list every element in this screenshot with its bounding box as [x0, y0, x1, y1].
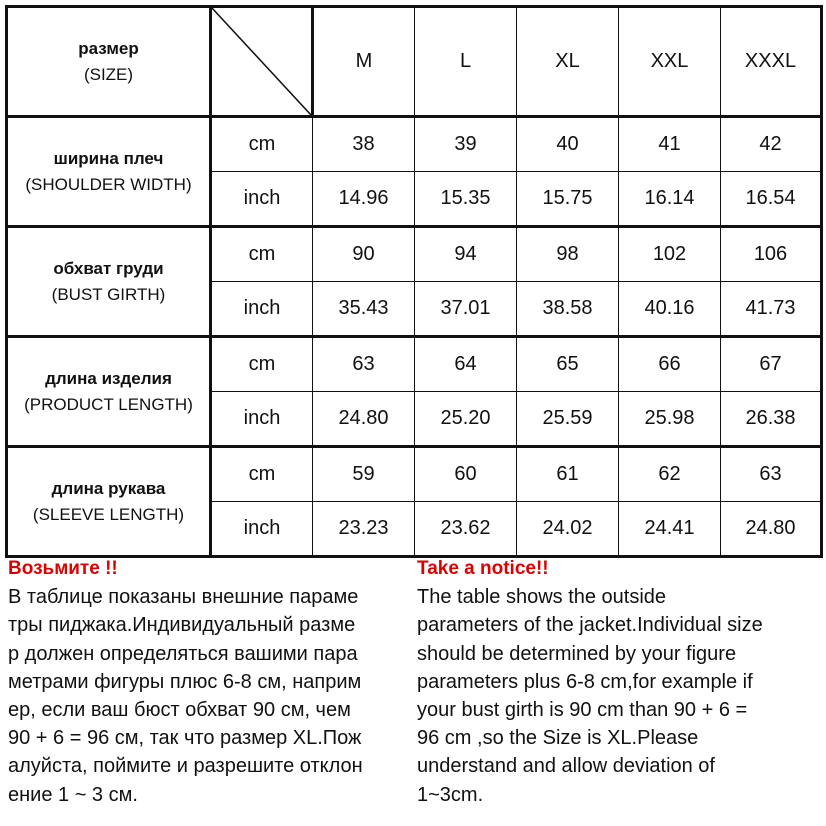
param-label-en: (SHOULDER WIDTH): [25, 174, 192, 194]
value-cell: 16.14: [619, 172, 721, 227]
table-row: [7, 117, 822, 172]
notice-line: understand and allow deviation of: [417, 755, 715, 778]
notice-line: parameters of the jacket.Individual size: [417, 614, 763, 637]
value-cell: 41.73: [721, 282, 822, 337]
notice-line: parameters plus 6-8 cm,for example if: [417, 670, 753, 693]
unit-inch: inch: [211, 172, 313, 227]
notice-line: your bust girth is 90 cm than 90 + 6 =: [417, 699, 748, 722]
value-cell: 98: [517, 227, 619, 282]
param-label-ru: ширина плеч: [53, 148, 164, 168]
table-row: [7, 337, 822, 392]
value-cell: 38.58: [517, 282, 619, 337]
value-cell: 14.96: [313, 172, 415, 227]
size-chart-table: [5, 5, 823, 558]
value-cell: 25.20: [415, 392, 517, 447]
notice-line: р должен определяться вашими пара: [8, 642, 358, 665]
value-cell: 24.80: [313, 392, 415, 447]
unit-cm: cm: [211, 337, 313, 392]
param-label-bust-girth: [7, 227, 211, 337]
value-cell: 15.75: [517, 172, 619, 227]
value-cell: 24.41: [619, 502, 721, 557]
param-label-ru: длина рукава: [51, 478, 166, 498]
notice-line: 1~3cm.: [417, 783, 484, 806]
param-label-en: (BUST GIRTH): [51, 284, 166, 304]
value-cell: 41: [619, 117, 721, 172]
notice-english: [417, 555, 822, 809]
size-label-cell: [7, 7, 211, 117]
value-cell: 26.38: [721, 392, 822, 447]
value-cell: 60: [415, 447, 517, 502]
notice-line: метрами фигуры плюс 6-8 см, наприм: [8, 670, 362, 693]
size-label-ru: размер: [78, 38, 139, 58]
value-cell: 65: [517, 337, 619, 392]
value-cell: 35.43: [313, 282, 415, 337]
unit-cm: cm: [211, 447, 313, 502]
notice-russian: [8, 555, 413, 809]
diagonal-corner-cell: [211, 7, 313, 117]
value-cell: 16.54: [721, 172, 822, 227]
diagonal-line: [212, 8, 311, 115]
value-cell: 66: [619, 337, 721, 392]
param-label-sleeve-length: [7, 447, 211, 557]
notice-line: ер, если ваш бюст обхват 90 см, чем: [8, 699, 351, 722]
value-cell: 39: [415, 117, 517, 172]
value-cell: 62: [619, 447, 721, 502]
unit-inch: inch: [211, 502, 313, 557]
unit-inch: inch: [211, 282, 313, 337]
value-cell: 37.01: [415, 282, 517, 337]
value-cell: 40: [517, 117, 619, 172]
param-label-ru: длина изделия: [45, 368, 172, 388]
value-cell: 42: [721, 117, 822, 172]
unit-cm: cm: [211, 117, 313, 172]
value-cell: 23.62: [415, 502, 517, 557]
value-cell: 25.59: [517, 392, 619, 447]
value-cell: 67: [721, 337, 822, 392]
notice-line: тры пиджака.Индивидуальный разме: [8, 614, 356, 637]
size-header-l: L: [415, 7, 517, 117]
unit-cm: cm: [211, 227, 313, 282]
table-row: [7, 227, 822, 282]
param-label-shoulder-width: [7, 117, 211, 227]
param-label-product-length: [7, 337, 211, 447]
notice-line: ение 1 ~ 3 см.: [8, 783, 138, 806]
value-cell: 38: [313, 117, 415, 172]
param-label-en: (SLEEVE LENGTH): [32, 504, 185, 524]
value-cell: 102: [619, 227, 721, 282]
value-cell: 90: [313, 227, 415, 282]
value-cell: 61: [517, 447, 619, 502]
size-header-xxl: XXL: [619, 7, 721, 117]
value-cell: 59: [313, 447, 415, 502]
value-cell: 24.80: [721, 502, 822, 557]
param-label-ru: обхват груди: [53, 258, 164, 278]
value-cell: 25.98: [619, 392, 721, 447]
value-cell: 94: [415, 227, 517, 282]
value-cell: 40.16: [619, 282, 721, 337]
notice-line: The table shows the outside: [417, 586, 667, 609]
table-row: [7, 447, 822, 502]
notice-line: алуйста, поймите и разрешите отклон: [8, 755, 363, 778]
value-cell: 63: [313, 337, 415, 392]
size-header-xl: XL: [517, 7, 619, 117]
value-cell: 24.02: [517, 502, 619, 557]
value-cell: 23.23: [313, 502, 415, 557]
size-header-m: M: [313, 7, 415, 117]
value-cell: 106: [721, 227, 822, 282]
notice-title-en: Take a notice!!: [417, 558, 549, 579]
notice-line: 90 + 6 = 96 см, так что размер XL.Пож: [8, 727, 362, 750]
value-cell: 15.35: [415, 172, 517, 227]
size-header-xxxl: XXXL: [721, 7, 822, 117]
size-label-en: (SIZE): [83, 64, 134, 84]
notice-title-ru: Возьмите !!: [8, 558, 118, 579]
value-cell: 63: [721, 447, 822, 502]
param-label-en: (PRODUCT LENGTH): [24, 394, 193, 414]
notice-line: 96 cm ,so the Size is XL.Please: [417, 727, 699, 750]
value-cell: 64: [415, 337, 517, 392]
header-row: [7, 7, 822, 117]
unit-inch: inch: [211, 392, 313, 447]
notice-line: should be determined by your figure: [417, 642, 737, 665]
notice-line: В таблице показаны внешние параме: [8, 586, 359, 609]
